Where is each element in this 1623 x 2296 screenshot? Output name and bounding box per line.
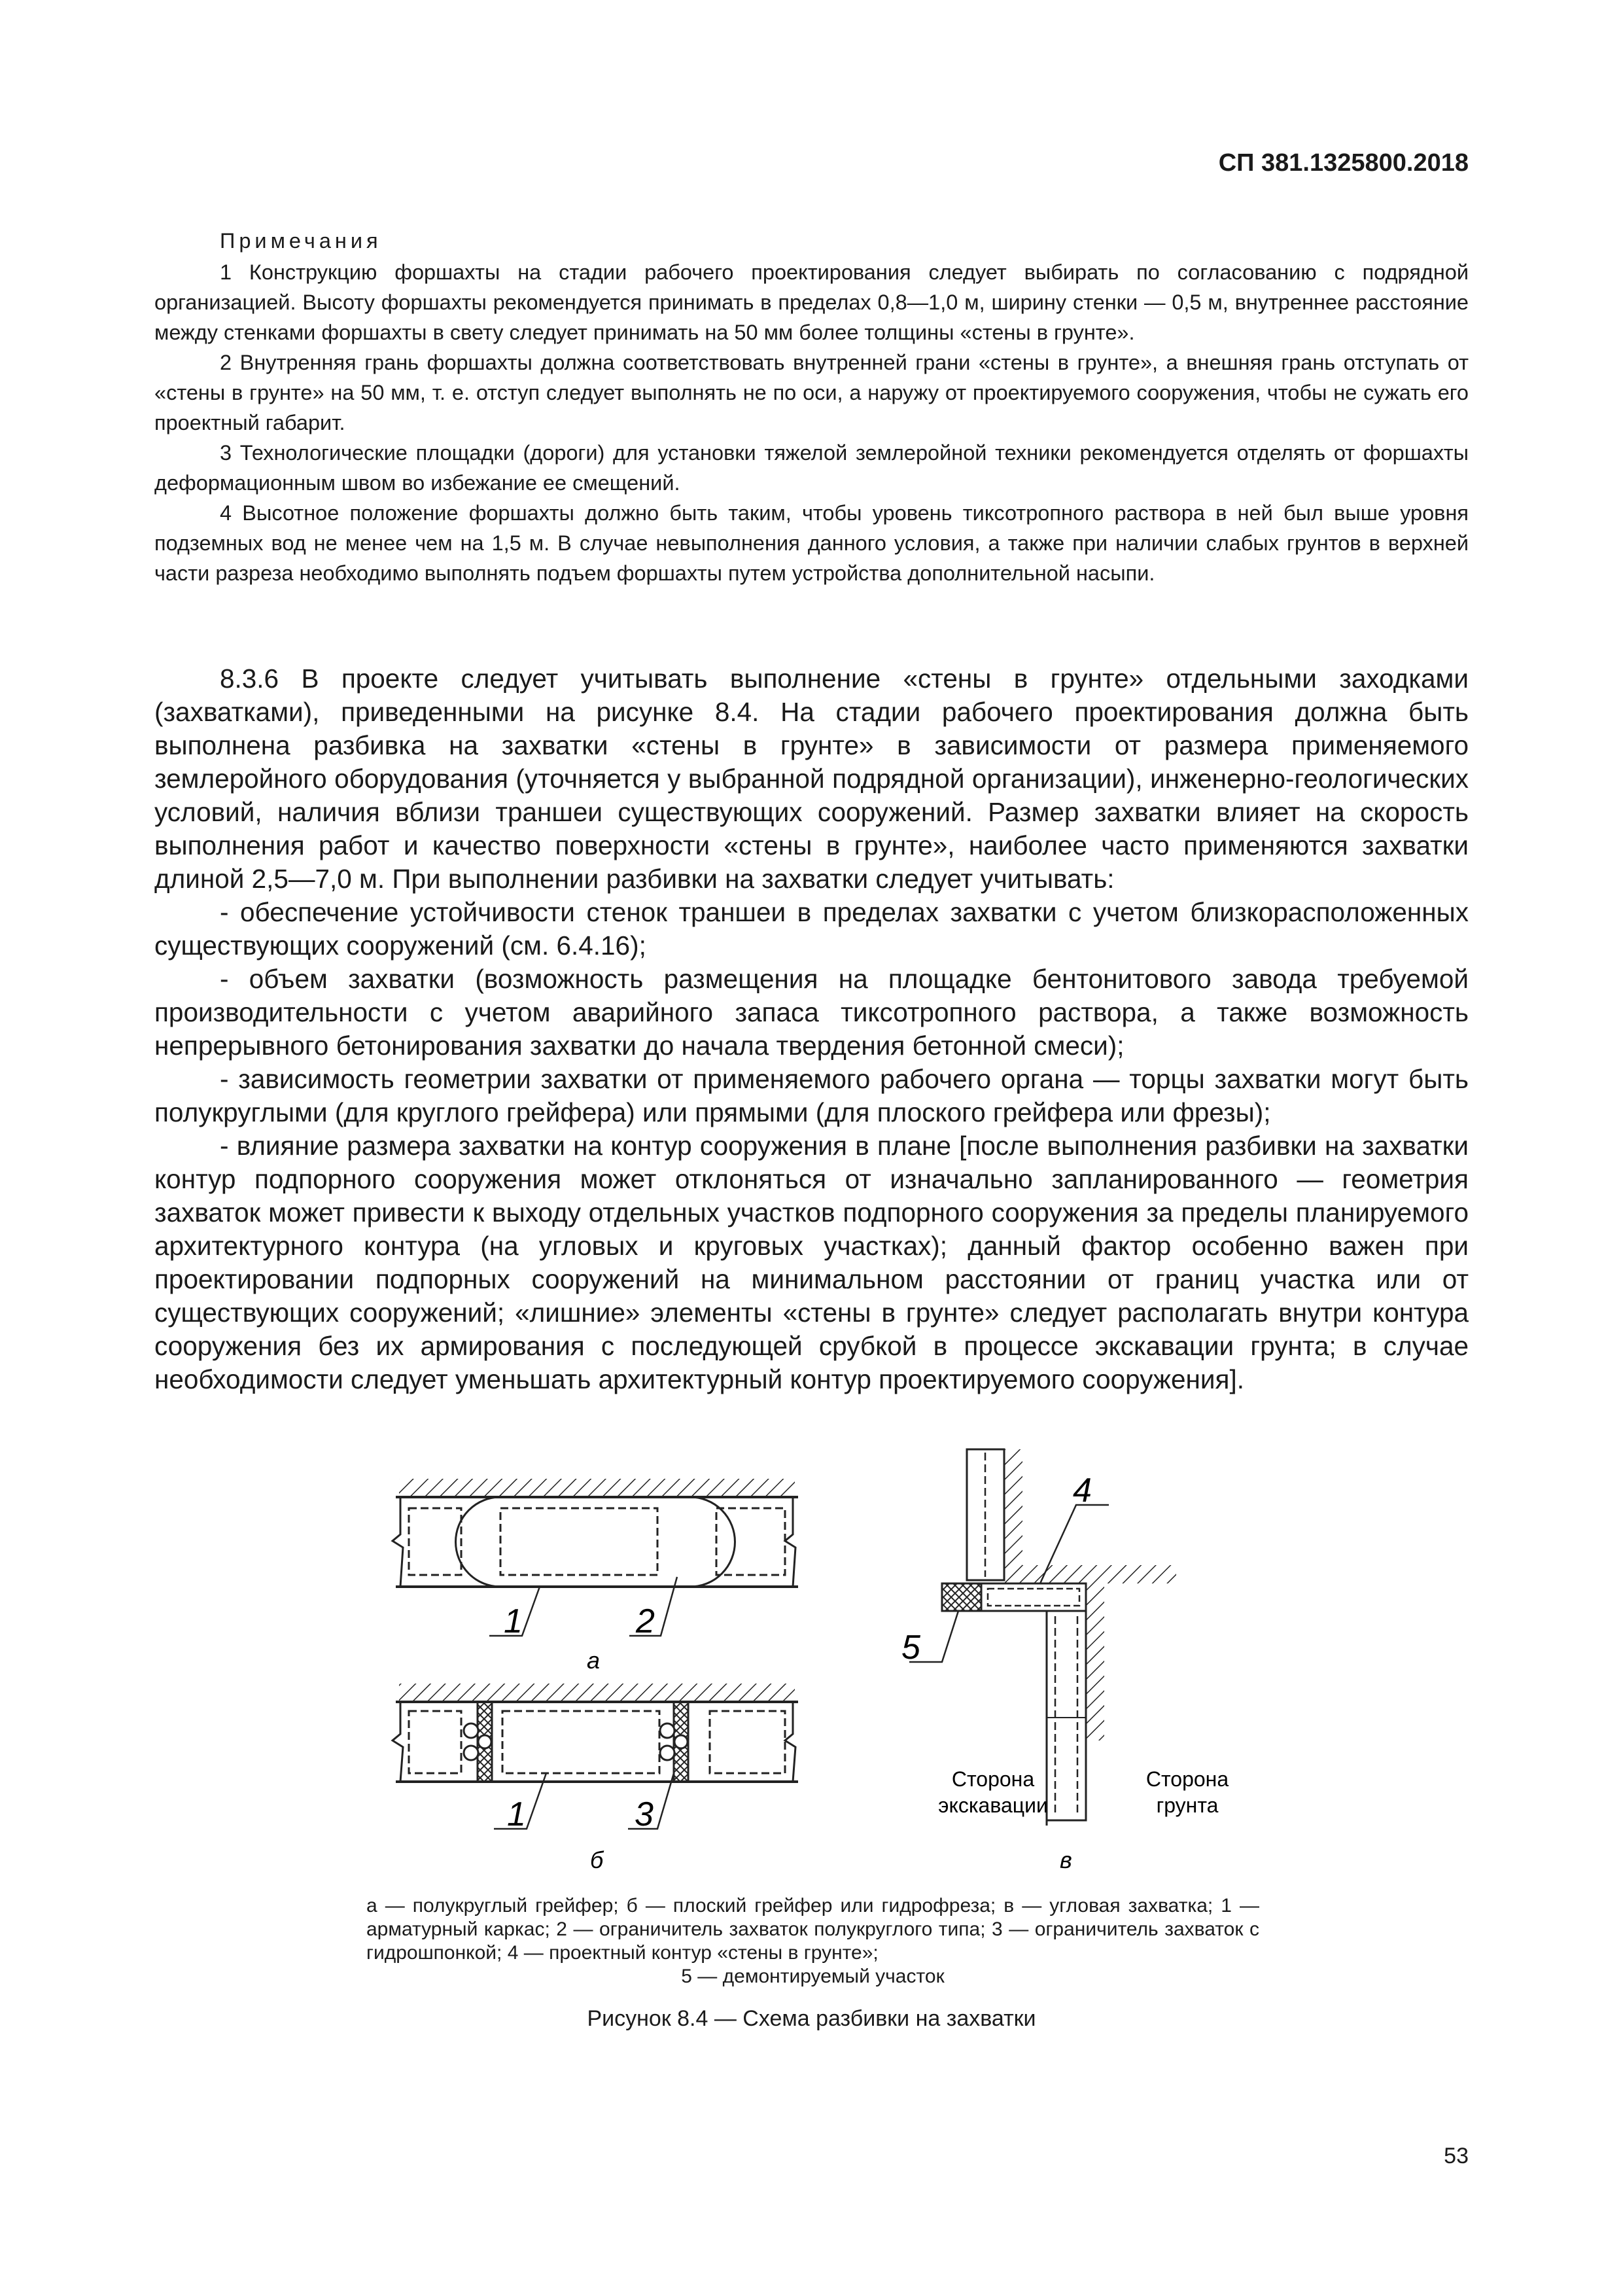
semicircular-limiter-right: [657, 1497, 735, 1587]
callout-1-a: 1: [504, 1602, 523, 1640]
callout-5: 5: [901, 1629, 920, 1667]
semicircular-limiter-left: [456, 1497, 533, 1587]
sub-label-b: б: [590, 1846, 604, 1873]
note-item-3: 3 Технологические площадки (дороги) для установки тяжелой землеройной техники рекомендуется отделять от форшахты деформационным швом во избежание ее смещений.: [154, 441, 1469, 495]
ground-hatch-a-top: [399, 1479, 795, 1497]
note-item-1: 1 Конструкцию форшахты на стадии рабочего проектирования следует выбирать по согласованию с подрядной организацией. Высоту форшахты рекомендуется принимать в пределах 0,8—1,0 м, ширину стенки — 0,5 м, внутреннее расстояние между стенками форшахты в свету следует принимать на 50 мм более толщины «стены в грунте».: [154, 260, 1469, 344]
callout-4: 4: [1073, 1472, 1092, 1510]
bullet-item-2: - объем захватки (возможность размещения на площадке бентонитового завода требуемой производительности с учетом аварийного запаса тиксотропного раствора, а также возможность непрерывного бетонирования захватки до начала твердения бетонной смеси);: [154, 964, 1469, 1061]
legend-last: 5 — демонтируемый участок: [681, 1966, 945, 1987]
legend-main: а — полукруглый грейфер; б — плоский грейфер или гидрофреза; в — угловая захватка; 1 — арматурный каркас; 2 — ограничитель захваток полукруглого типа; 3 — ограничитель захваток с гидрошпонкой; 4 — проектный контур «стены в грунте»;: [366, 1895, 1259, 1964]
bullet-item-3: - зависимость геометрии захватки от применяемого рабочего органа — торцы захватки могут быть полукруглыми (для круглого грейфера) или прямыми (для плоского грейфера или фрезы);: [154, 1064, 1469, 1127]
diagram-v: [909, 1449, 1176, 1826]
callout-2: 2: [636, 1602, 655, 1640]
note-item-2: 2 Внутренняя грань форшахты должна соответствовать внутренней грани «стены в грунте», а внешняя грань отступать от «стены в грунте» на 50 мм, т. е. отступ следует выполнять не по оси, а наружу от проектируемого сооружения, чтобы не сужать его проектный габарит.: [154, 351, 1469, 434]
bullet-item-4: - влияние размера захватки на контур сооружения в плане [после выполнения разбивки на захватки контур подпорного сооружения может отклоняться от изначально запланированного — геометрия захваток может привести к выходу отдельных участков подпорного сооружения за пределы планируемого архитектурного контура (на угловых и круговых участках); данный фактор особенно важен при проектировании подпорных сооружений на минимальном расстоянии от границ участка или от существующих сооружений; «лишние» элементы «стены в грунте» следует располагать внутри контура сооружения без их армирования с последующей срубкой в процессе экскавации грунта; в случае необходимости следует уменьшать архитектурный контур проектируемого сооружения].: [154, 1131, 1469, 1394]
note-item-4: 4 Высотное положение форшахты должно быть таким, чтобы уровень тиксотропного раствора в ней был выше уровня подземных вод не менее чем на 1,5 м. В случае невыполнения данного условия, а также при наличии слабых грунтов в верхней части разреза необходимо выполнять подъем форшахты путем устройства дополнительной насыпи.: [154, 501, 1469, 585]
sub-label-a: а: [587, 1647, 601, 1674]
document-code: СП 381.1325800.2018: [1218, 149, 1469, 177]
page-number: 53: [1444, 2144, 1469, 2168]
waterstop-limiter-left: [464, 1702, 492, 1782]
side-ground-line-1: Сторона: [1145, 1767, 1229, 1791]
rebar-cage-middle-b: [502, 1711, 659, 1773]
bullet-item-1: - обеспечение устойчивости стенок траншеи в пределах захватки с учетом близкорасположенных существующих сооружений (см. 6.4.16);: [154, 897, 1469, 961]
callout-1-b: 1: [507, 1795, 526, 1833]
demolished-section: [942, 1583, 981, 1611]
sub-label-v: в: [1060, 1846, 1072, 1873]
callout-3: 3: [635, 1795, 654, 1833]
rebar-cage-middle-a: [500, 1508, 657, 1575]
waterstop-limiter-right: [660, 1702, 688, 1782]
side-ground-line-2: грунта: [1156, 1793, 1219, 1817]
figure-legend: [366, 1894, 1259, 1988]
paragraph-8-3-6: 8.3.6 В проекте следует учитывать выполнение «стены в грунте» отдельными заходками (захватками), приведенными на рисунке 8.4. На стадии рабочего проектирования должна быть выполнена разбивка на захватки «стены в грунте» в зависимости от размера применяемого землеройного оборудования (уточняется у выбранной подрядной организации), инженерно-геологических условий, наличия вблизи траншеи существующих сооружений. Размер захватки влияет на скорость выполнения работ и качество поверхности «стены в грунте», наиболее часто применяются захватки длиной 2,5—7,0 м. При выполнении разбивки на захватки следует учитывать:: [154, 663, 1469, 894]
ground-hatch-b-top: [399, 1684, 795, 1702]
rebar-cage-right-a: [716, 1508, 785, 1575]
notes-block: [154, 226, 1469, 588]
figure-8-4: [366, 1436, 1282, 1894]
figure-caption: Рисунок 8.4 — Схема разбивки на захватки: [587, 2006, 1036, 2031]
notes-title: Примечания: [220, 229, 382, 253]
side-excavation-line-1: Сторона: [951, 1767, 1035, 1791]
rebar-cage-left-a: [409, 1508, 461, 1575]
main-text: [154, 662, 1469, 1396]
side-excavation-line-2: экскавации: [938, 1793, 1048, 1817]
diagram-b: [393, 1684, 798, 1829]
diagram-a: [393, 1479, 798, 1636]
figure-drawing: [366, 1436, 1282, 1894]
